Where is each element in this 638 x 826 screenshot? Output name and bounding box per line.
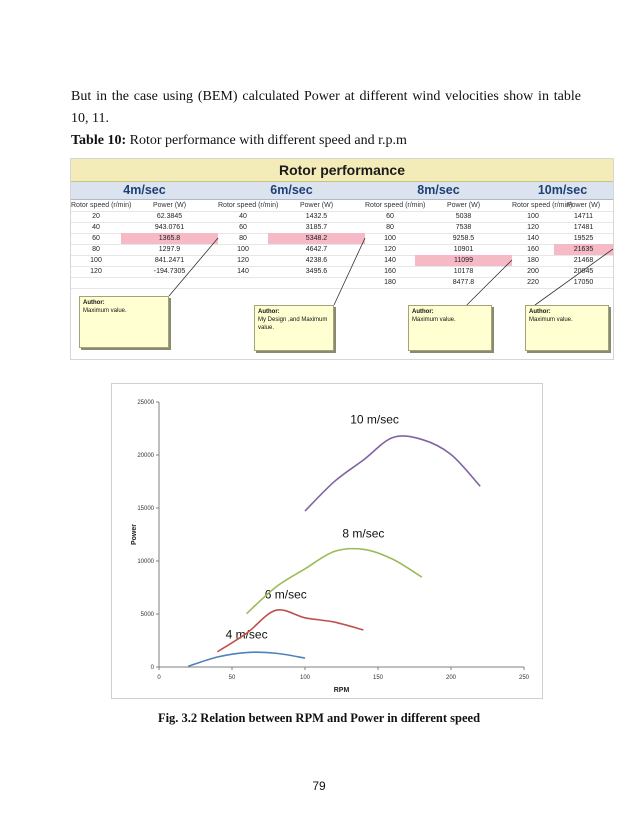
rotor-speed-cell: 100	[90, 257, 102, 264]
power-cell: 9258.5	[452, 235, 475, 242]
power-cell: 8477.8	[452, 279, 475, 286]
speed-header: 6m/sec	[270, 183, 313, 197]
y-tick-label: 25000	[137, 400, 154, 406]
comment-leader-line	[467, 260, 512, 305]
power-cell: 1297.9	[158, 246, 181, 253]
series-label: 4 m/sec	[225, 627, 268, 642]
rotor-speed-cell: 140	[237, 268, 249, 275]
rotor-speed-cell: 40	[239, 213, 247, 220]
series-line	[188, 652, 305, 666]
power-cell: 943.0761	[154, 224, 185, 231]
y-tick-label: 10000	[137, 559, 154, 565]
comment-author: Author:	[83, 300, 105, 306]
rotor-speed-cell: 60	[386, 213, 394, 220]
rotor-speed-cell: 160	[384, 268, 396, 275]
col-header-rotor-speed: Rotor speed (r/min)	[512, 202, 573, 209]
comment-text: My Design ,and Maximum value.	[258, 317, 328, 331]
power-cell: 14711	[574, 213, 593, 220]
rotor-speed-cell: 100	[237, 246, 249, 253]
rotor-speed-cell: 180	[384, 279, 396, 286]
series-label: 6 m/sec	[264, 587, 307, 602]
comment-note	[525, 305, 609, 351]
x-tick-label: 250	[518, 675, 530, 681]
col-header-rotor-speed: Rotor speed (r/min)	[71, 202, 132, 209]
comment-text: Maximum value.	[412, 317, 456, 323]
comment-author: Author:	[258, 309, 280, 315]
comment-leader-line	[334, 238, 365, 305]
series-label: 10 m/sec	[350, 412, 399, 427]
power-cell: 21635	[554, 244, 613, 255]
series-line	[305, 436, 480, 511]
power-cell: 62.3845	[156, 213, 183, 220]
rotor-speed-cell: 200	[527, 268, 539, 275]
y-tick-label: 15000	[137, 506, 154, 512]
col-header-power: Power (W)	[446, 202, 481, 209]
rotor-speed-cell: 220	[527, 279, 539, 286]
power-cell: 17050	[573, 279, 594, 286]
power-cell: -194.7305	[153, 268, 186, 275]
power-cell: 21468	[573, 257, 594, 264]
power-cell: 4238.6	[305, 257, 328, 264]
speed-header: 10m/sec	[537, 183, 588, 197]
comment-leader-line	[169, 238, 218, 296]
speed-header: 8m/sec	[417, 183, 460, 197]
comment-text: Maximum value.	[83, 308, 127, 314]
power-cell: 17481	[573, 224, 594, 231]
rotor-speed-cell: 20	[92, 213, 100, 220]
power-cell: 5348.2	[268, 233, 365, 244]
x-tick-label: 200	[445, 675, 457, 681]
rotor-speed-cell: 120	[384, 246, 396, 253]
power-cell: 1432.5	[305, 213, 328, 220]
power-cell: 20045	[573, 268, 594, 275]
col-header-rotor-speed: Rotor speed (r/min)	[218, 202, 279, 209]
table-title: Rotor performance	[71, 159, 613, 182]
rotor-speed-cell: 80	[386, 224, 394, 231]
rotor-speed-cell: 40	[92, 224, 100, 231]
power-cell: 19525	[573, 235, 594, 242]
x-axis-title: RPM	[333, 687, 350, 694]
figure-caption: Fig. 3.2 Relation between RPM and Power in different speed	[157, 711, 481, 725]
col-header-power: Power (W)	[566, 202, 601, 209]
y-tick-label: 0	[150, 665, 154, 671]
rotor-speed-cell: 60	[239, 224, 247, 231]
rotor-speed-cell: 120	[90, 268, 102, 275]
power-cell: 5038	[455, 213, 472, 220]
rotor-speed-cell: 100	[384, 235, 396, 242]
table-caption-text: Rotor performance with different speed and r.p.m	[126, 133, 407, 148]
body-paragraph: But in the case using (BEM) calculated Power at different wind velocities show in table 10, 11.	[71, 89, 581, 126]
rotor-speed-cell: 160	[527, 246, 539, 253]
table-caption	[71, 133, 407, 149]
comment-leader-line	[535, 249, 613, 305]
power-cell: 1365.8	[121, 233, 218, 244]
col-header-rotor-speed: Rotor speed (r/min)	[365, 202, 426, 209]
rotor-performance-table	[70, 158, 614, 360]
rotor-speed-cell: 140	[527, 235, 539, 242]
col-header-power: Power (W)	[152, 202, 187, 209]
comment-text: Maximum value.	[529, 317, 573, 323]
rotor-speed-cell: 80	[239, 235, 247, 242]
rotor-speed-cell: 60	[92, 235, 100, 242]
rpm-power-chart	[111, 383, 543, 699]
table-caption-label: Table 10:	[71, 133, 127, 148]
page-number: 79	[312, 779, 326, 793]
speed-header: 4m/sec	[123, 183, 166, 197]
chart-svg	[112, 384, 542, 698]
power-cell: 11099	[415, 255, 512, 266]
series-label: 8 m/sec	[342, 526, 385, 541]
rotor-speed-cell: 80	[92, 246, 100, 253]
rotor-speed-cell: 100	[527, 213, 539, 220]
power-cell: 7538	[455, 224, 472, 231]
comment-note	[254, 305, 334, 351]
series-line	[247, 549, 422, 614]
power-cell: 3185.7	[305, 224, 328, 231]
rotor-speed-cell: 140	[384, 257, 396, 264]
rotor-speed-cell: 180	[527, 257, 539, 264]
comment-author: Author:	[529, 309, 551, 315]
x-tick-label: 100	[299, 675, 311, 681]
col-header-power: Power (W)	[299, 202, 334, 209]
comment-author: Author:	[412, 309, 434, 315]
x-tick-label: 150	[372, 675, 384, 681]
power-cell: 10178	[453, 268, 474, 275]
power-cell: 3495.6	[305, 268, 328, 275]
y-axis-title: Power	[131, 523, 138, 546]
x-tick-label: 50	[228, 675, 236, 681]
power-cell: 841.2471	[154, 257, 185, 264]
power-cell: 4642.7	[305, 246, 328, 253]
x-tick-label: 0	[157, 675, 161, 681]
comment-note	[79, 296, 169, 348]
power-cell: 10901	[453, 246, 474, 253]
comment-note	[408, 305, 492, 351]
rotor-speed-cell: 120	[237, 257, 249, 264]
rotor-speed-cell: 120	[527, 224, 539, 231]
y-tick-label: 20000	[137, 453, 154, 459]
y-tick-label: 5000	[140, 612, 154, 618]
